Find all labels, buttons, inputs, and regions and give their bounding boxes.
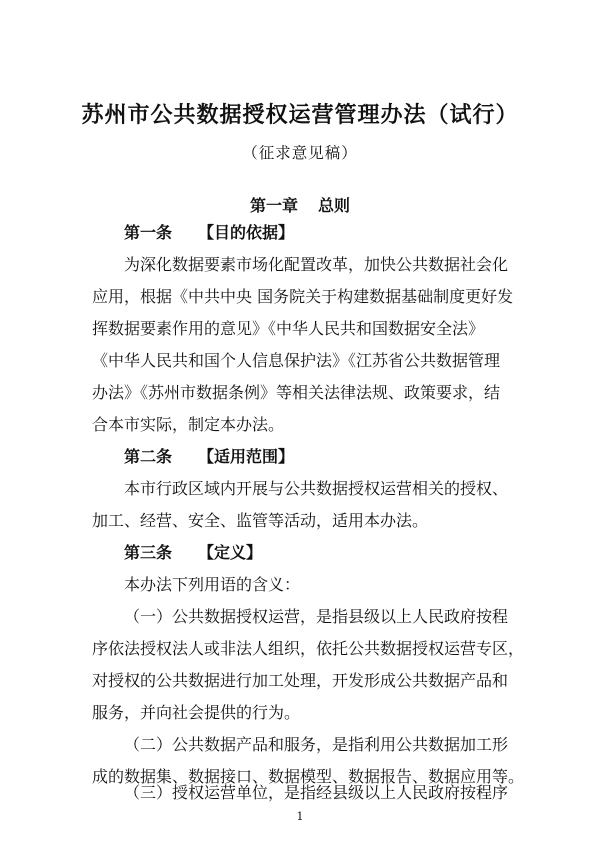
paragraph-line: 挥数据要素作用的意见》《中华人民共和国数据安全法》	[92, 319, 485, 338]
page-number: 1	[296, 810, 304, 823]
article-number: 第三条	[124, 543, 173, 562]
article-2-heading	[124, 446, 512, 468]
paragraph-line: 加工、经营、安全、监管等活动，适用本办法。	[92, 511, 429, 530]
paragraph-line: 《中华人民共和国个人信息保护法》《江苏省公共数据管理	[92, 351, 501, 370]
paragraph-line: 为深化数据要素市场化配置改革，加快公共数据社会化	[124, 255, 509, 274]
document-title: 苏州市公共数据授权运营管理办法（试行）	[81, 102, 519, 128]
paragraph-line: 本办法下列用语的含义：	[124, 575, 301, 594]
paragraph-line: 序依法授权法人或非法人组织，依托公共数据授权运营专区，	[92, 639, 525, 658]
paragraph-line: 本市行政区域内开展与公共数据授权运营相关的授权、	[124, 479, 509, 498]
article-3-heading	[124, 542, 512, 564]
chapter-name: 总则	[318, 196, 351, 215]
paragraph-line: （一）公共数据授权运营，是指县级以上人民政府按程	[124, 607, 509, 626]
article-number: 第二条	[124, 447, 173, 466]
paragraph-line: 对授权的公共数据进行加工处理，开发形成公共数据产品和	[92, 671, 509, 690]
chapter-heading	[0, 193, 600, 216]
chapter-number: 第一章	[249, 196, 298, 215]
article-number: 第一条	[124, 223, 173, 242]
article-title: 【定义】	[198, 543, 263, 562]
article-title: 【目的依据】	[198, 223, 295, 242]
paragraph-line: 成的数据集、数据接口、数据模型、数据报告、数据应用等。	[92, 767, 525, 786]
paragraph-line: 办法》《苏州市数据条例》等相关法律法规、政策要求，结	[92, 383, 501, 402]
article-1-heading	[124, 222, 512, 244]
paragraph-line: （二）公共数据产品和服务，是指利用公共数据加工形	[124, 735, 509, 754]
paragraph-line: 合本市实际，制定本办法。	[92, 415, 285, 434]
paragraph-line: 应用，根据《中共中央 国务院关于构建数据基础制度更好发	[92, 287, 514, 306]
article-title: 【适用范围】	[198, 447, 295, 466]
paragraph-line: （三）授权运营单位，是指经县级以上人民政府按程序	[124, 783, 509, 802]
document-subtitle: （征求意见稿）	[242, 144, 358, 162]
paragraph-line: 服务，并向社会提供的行为。	[92, 703, 301, 722]
